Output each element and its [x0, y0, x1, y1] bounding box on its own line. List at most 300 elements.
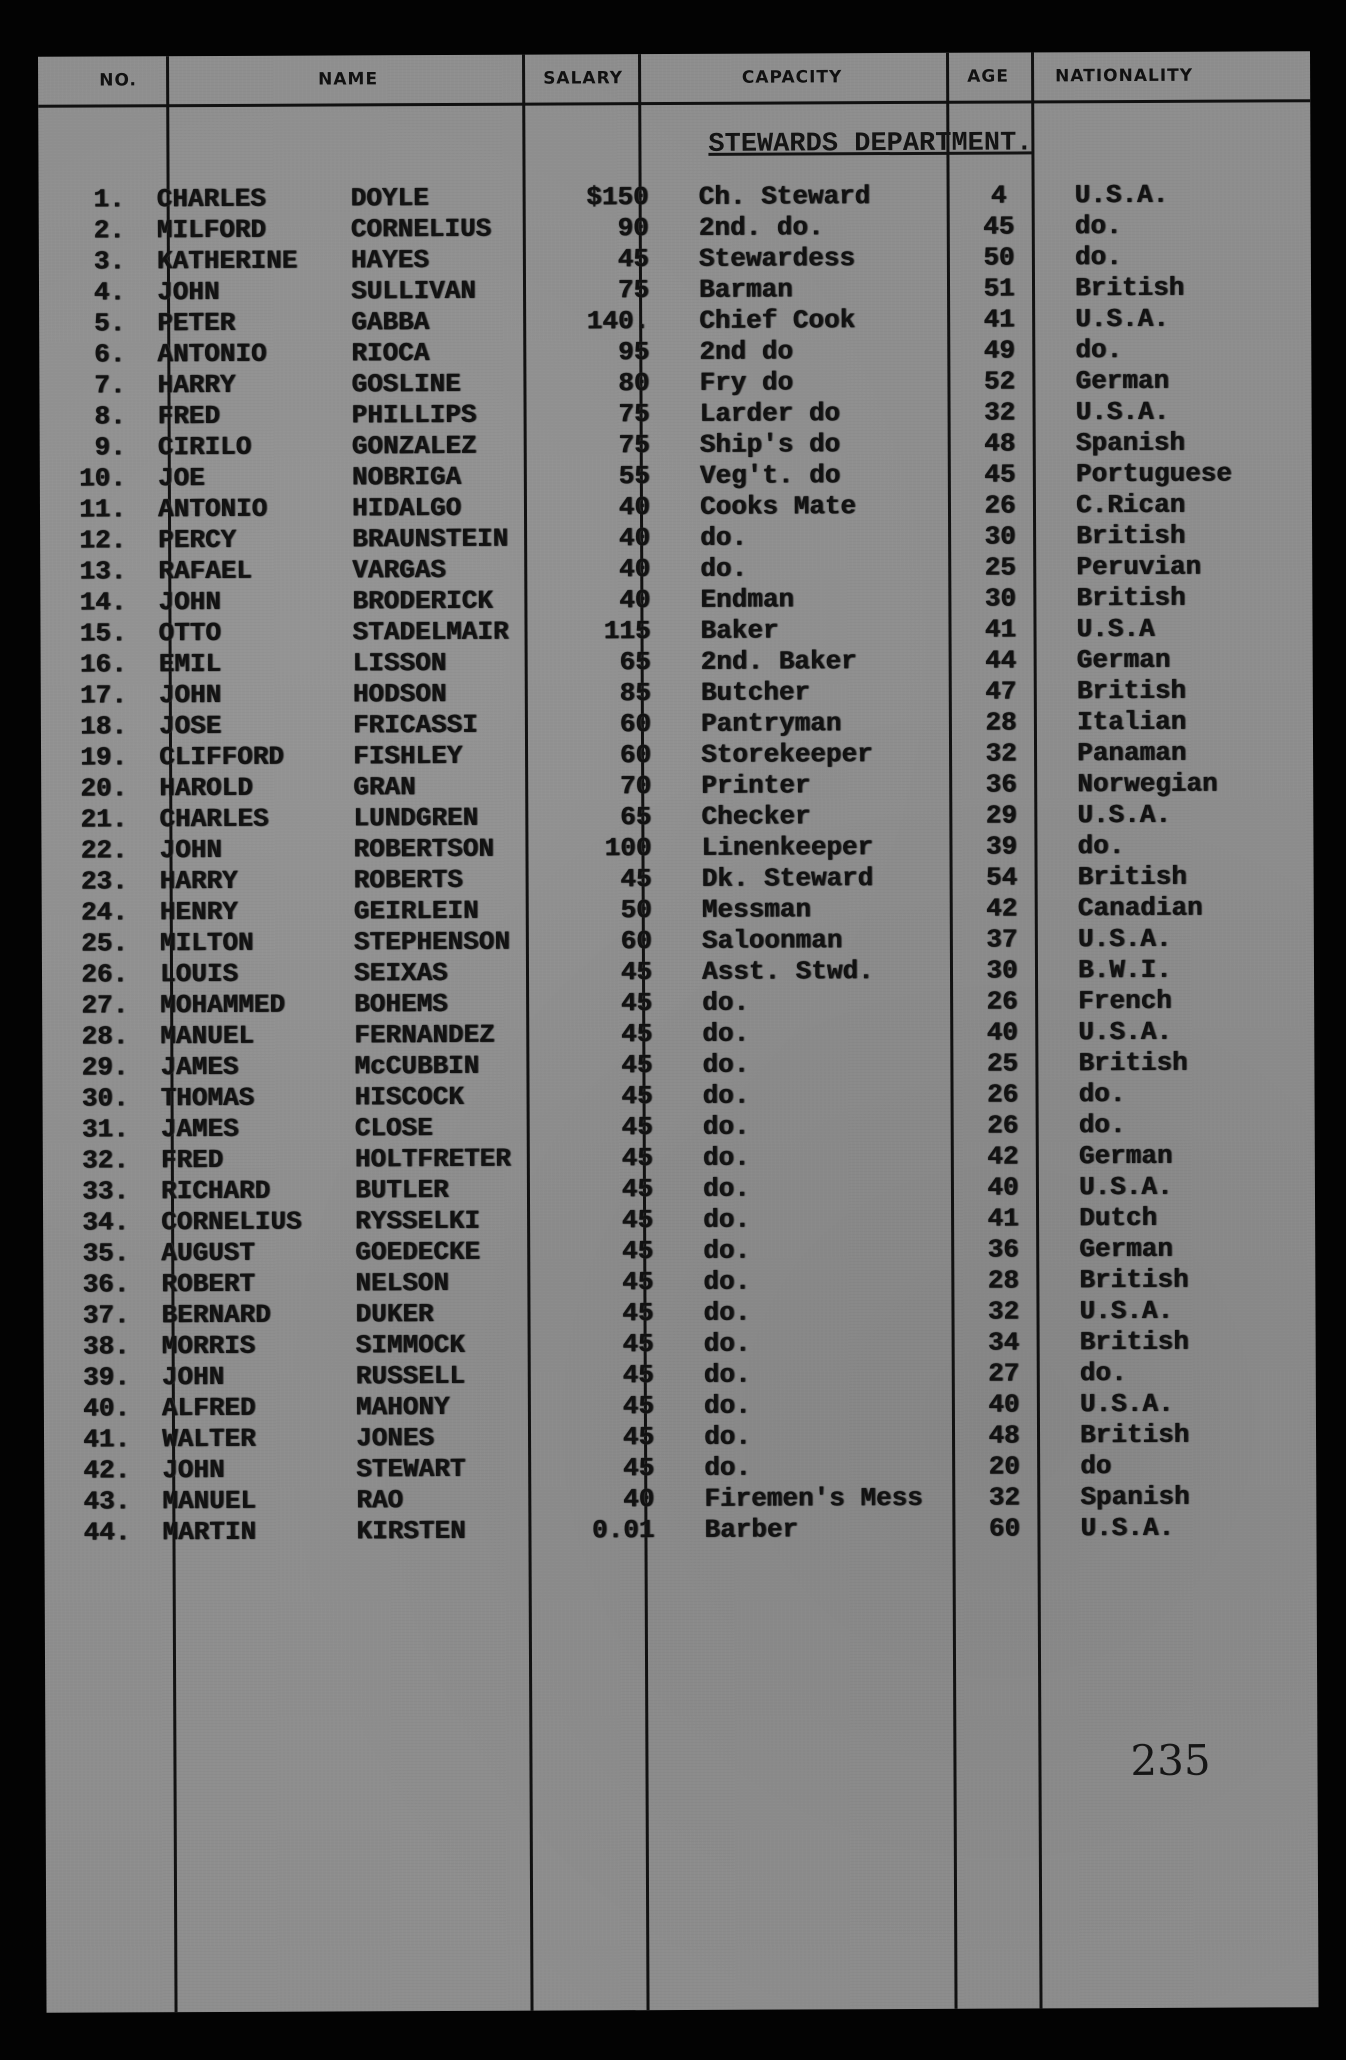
last-name: BUTLER: [354, 1174, 449, 1206]
capacity: do.: [702, 1142, 750, 1173]
age: 34: [987, 1327, 1020, 1358]
last-name: KIRSTEN: [356, 1515, 466, 1547]
row-number: 39.: [82, 1362, 130, 1393]
first-name: MOHAMMED: [160, 989, 286, 1021]
last-name: GEIRLEIN: [353, 895, 479, 927]
capacity: Saloonman: [701, 925, 843, 956]
salary: 90: [617, 213, 649, 244]
last-name: GOEDECKE: [355, 1236, 481, 1268]
capacity: Storekeeper: [700, 739, 873, 770]
first-name: PERCY: [158, 524, 237, 556]
capacity: do.: [703, 1359, 751, 1390]
row-number: 22.: [80, 835, 128, 866]
nationality: do.: [1075, 335, 1123, 366]
first-name: JOHN: [156, 276, 220, 308]
first-name: THOMAS: [160, 1082, 255, 1114]
capacity: do.: [702, 987, 750, 1018]
nationality: British: [1079, 1419, 1190, 1451]
salary: 60: [619, 740, 652, 771]
nationality: British: [1078, 1047, 1188, 1079]
last-name: STEWART: [356, 1453, 466, 1485]
header-nationality: NATIONALITY: [1055, 65, 1194, 87]
row-number: 37.: [82, 1300, 130, 1331]
age: 54: [985, 862, 1018, 893]
capacity: 2nd do: [699, 336, 793, 367]
nationality: British: [1076, 582, 1186, 614]
capacity: Asst. Stwd.: [701, 956, 874, 987]
row-number: 43.: [83, 1486, 131, 1517]
salary: 45: [621, 1143, 653, 1174]
nationality: German: [1076, 644, 1171, 676]
first-name: EMIL: [158, 648, 222, 680]
capacity: Veg't. do: [699, 460, 841, 491]
row-number: 16.: [79, 649, 127, 680]
last-name: BOHEMS: [354, 988, 448, 1020]
age: 25: [986, 1048, 1019, 1079]
first-name: JOHN: [158, 586, 221, 618]
row-number: 10.: [78, 463, 126, 494]
first-name: CHARLES: [156, 183, 266, 215]
header-name: NAME: [318, 69, 379, 90]
salary: 75: [617, 275, 650, 306]
nationality: U.S.A.: [1079, 1295, 1174, 1327]
capacity: Ch. Steward: [698, 181, 871, 212]
row-number: 27.: [81, 990, 129, 1021]
capacity: Barber: [704, 1514, 799, 1545]
last-name: SULLIVAN: [350, 275, 476, 307]
salary: 45: [622, 1360, 654, 1391]
nationality: do.: [1074, 242, 1122, 273]
salary: 45: [622, 1422, 655, 1453]
page-number: 235: [1130, 1735, 1211, 1786]
last-name: DOYLE: [350, 183, 429, 214]
capacity: do.: [703, 1328, 751, 1359]
salary: 55: [618, 461, 650, 492]
first-name: CIRILO: [157, 431, 252, 463]
first-name: RAFAEL: [158, 555, 252, 587]
last-name: McCUBBIN: [354, 1050, 480, 1082]
nationality: British: [1076, 520, 1186, 552]
salary: 50: [620, 895, 652, 926]
nationality: German: [1079, 1233, 1173, 1265]
row-number: 12.: [79, 525, 127, 556]
nationality: German: [1075, 365, 1170, 397]
salary: 45: [622, 1391, 654, 1422]
salary: 75: [618, 430, 650, 461]
capacity: Linenkeeper: [701, 832, 874, 863]
row-number: 9.: [94, 432, 126, 463]
capacity: Fry do: [699, 367, 794, 398]
department-title: STEWARDS DEPARTMENT.: [708, 128, 1033, 160]
row-number: 33.: [82, 1176, 130, 1207]
last-name: FERNANDEZ: [354, 1019, 495, 1051]
capacity: do.: [702, 1111, 750, 1142]
salary: 65: [620, 802, 652, 833]
age: 39: [985, 831, 1018, 862]
age: 26: [986, 1079, 1019, 1110]
row-number: 30.: [81, 1083, 129, 1114]
first-name: JOSE: [158, 710, 222, 742]
last-name: RYSSELKI: [355, 1205, 480, 1237]
capacity: Ship's do: [699, 429, 841, 460]
first-name: MANUEL: [160, 1020, 254, 1052]
capacity: Endman: [700, 584, 795, 615]
nationality: do.: [1074, 211, 1122, 242]
salary: 45: [621, 1205, 654, 1236]
salary: 0.01: [591, 1515, 655, 1546]
age: 28: [987, 1265, 1020, 1296]
last-name: GABBA: [351, 307, 430, 338]
age: 47: [985, 676, 1017, 707]
row-number: 4.: [93, 277, 126, 308]
nationality: Norwegian: [1077, 768, 1218, 800]
row-number: 28.: [81, 1021, 129, 1052]
last-name: SEIXAS: [353, 957, 448, 989]
nationality: do.: [1078, 1110, 1126, 1141]
nationality: U.S.A.: [1078, 1016, 1172, 1048]
first-name: JOHN: [158, 679, 222, 711]
last-name: CORNELIUS: [350, 213, 492, 245]
last-name: CLOSE: [354, 1113, 433, 1144]
salary: 45: [622, 1329, 654, 1360]
capacity: do.: [702, 1080, 750, 1111]
first-name: CLIFFORD: [158, 741, 284, 773]
last-name: NOBRIGA: [351, 461, 462, 493]
row-number: 38.: [82, 1331, 130, 1362]
salary: 85: [619, 678, 651, 709]
capacity: do.: [702, 1049, 750, 1080]
crew-row: [44, 1512, 1316, 1549]
row-number: 11.: [79, 494, 127, 525]
last-name: GRAN: [353, 772, 416, 803]
capacity: do.: [702, 1173, 750, 1204]
nationality: U.S.A.: [1075, 303, 1169, 335]
salary: $150: [586, 182, 649, 213]
salary: 45: [617, 244, 649, 275]
capacity: Pantryman: [700, 708, 842, 739]
last-name: LUNDGREN: [353, 802, 479, 834]
row-number: 29.: [81, 1052, 129, 1083]
salary: 100: [604, 833, 652, 864]
row-number: 18.: [80, 711, 127, 742]
capacity: Dk. Steward: [701, 863, 874, 894]
nationality: B.W.I.: [1077, 954, 1172, 986]
capacity: Chief Cook: [699, 305, 856, 336]
nationality: do.: [1077, 831, 1125, 862]
capacity: Butcher: [700, 677, 811, 708]
last-name: GONZALEZ: [351, 430, 477, 462]
first-name: ANTONIO: [157, 493, 268, 525]
nationality: Spanish: [1080, 1481, 1190, 1513]
first-name: PETER: [157, 307, 236, 339]
age: 32: [988, 1482, 1020, 1513]
salary: 70: [619, 771, 652, 802]
first-name: JOE: [157, 463, 205, 494]
last-name: JONES: [355, 1423, 435, 1454]
salary: 60: [619, 709, 651, 740]
first-name: OTTO: [158, 617, 222, 649]
capacity: Baker: [700, 615, 779, 646]
salary: 45: [620, 957, 653, 988]
capacity: do.: [702, 1018, 750, 1049]
age: 60: [988, 1513, 1021, 1544]
nationality: C.Rican: [1075, 489, 1186, 521]
capacity: Printer: [701, 770, 811, 801]
salary: 45: [622, 1298, 654, 1329]
row-number: 23.: [80, 866, 128, 897]
last-name: HIDALGO: [351, 492, 462, 524]
nationality: U.S.A.: [1079, 1388, 1174, 1420]
salary: 60: [620, 926, 652, 957]
salary: 40: [623, 1484, 655, 1515]
capacity: Cooks Mate: [699, 491, 857, 522]
last-name: VARGAS: [352, 555, 446, 586]
last-name: ROBERTSON: [353, 833, 494, 865]
age: 40: [988, 1389, 1020, 1420]
capacity: Firemen's Mess: [704, 1482, 923, 1514]
nationality: French: [1078, 985, 1172, 1017]
salary: 140.: [586, 306, 650, 337]
first-name: HARRY: [159, 865, 238, 897]
first-name: LOUIS: [159, 958, 239, 990]
age: 27: [988, 1358, 1020, 1389]
capacity: Larder do: [699, 398, 841, 429]
nationality: British: [1079, 1264, 1189, 1296]
row-number: 36.: [82, 1269, 130, 1300]
age: 41: [984, 614, 1017, 645]
age: 29: [985, 800, 1018, 831]
salary: 45: [622, 1453, 655, 1484]
nationality: U.S.A.: [1075, 396, 1170, 428]
nationality: do: [1080, 1451, 1112, 1482]
row-number: 2.: [93, 215, 125, 246]
row-number: 24.: [80, 897, 128, 928]
salary: 40: [618, 492, 651, 523]
salary: 45: [621, 1174, 654, 1205]
age: 41: [987, 1203, 1019, 1234]
last-name: HOLTFRETER: [354, 1143, 511, 1175]
last-name: RAO: [356, 1485, 404, 1516]
age: 48: [984, 428, 1016, 459]
nationality: British: [1079, 1326, 1189, 1358]
row-number: 8.: [94, 401, 126, 432]
row-number: 32.: [81, 1145, 129, 1176]
capacity: do.: [703, 1421, 751, 1452]
nationality: German: [1078, 1140, 1173, 1172]
last-name: HISCOCK: [354, 1081, 464, 1113]
header-capacity: CAPACITY: [741, 67, 843, 88]
salary: 45: [621, 1236, 654, 1267]
last-name: DUKER: [355, 1299, 434, 1330]
first-name: ROBERT: [161, 1268, 256, 1300]
capacity: Barman: [698, 274, 793, 305]
row-number: 20.: [80, 773, 128, 804]
row-number: 41.: [83, 1424, 131, 1455]
nationality: Spanish: [1075, 427, 1185, 459]
age: 50: [983, 242, 1015, 273]
first-name: HAROLD: [159, 772, 253, 804]
last-name: MAHONY: [355, 1391, 450, 1423]
age: 42: [987, 1141, 1019, 1172]
header-salary: SALARY: [543, 68, 624, 89]
manifest-page: [38, 51, 1319, 2013]
last-name: GOSLINE: [351, 368, 461, 400]
capacity: Stewardess: [698, 243, 855, 274]
age: 36: [985, 769, 1017, 800]
row-number: 17.: [79, 680, 127, 711]
age: 40: [986, 1017, 1018, 1048]
first-name: MANUEL: [162, 1485, 256, 1517]
nationality: U.S.A.: [1078, 1171, 1173, 1203]
nationality: British: [1077, 861, 1187, 893]
nationality: U.S.A: [1076, 613, 1155, 645]
age: 26: [987, 1110, 1019, 1141]
salary: 40: [618, 523, 651, 554]
nationality: do.: [1078, 1079, 1126, 1110]
last-name: SIMMOCK: [355, 1329, 465, 1361]
salary: 45: [620, 1019, 653, 1050]
row-number: 26.: [81, 959, 129, 990]
age: 52: [983, 366, 1016, 397]
capacity: Messman: [701, 894, 812, 925]
row-number: 15.: [79, 618, 127, 649]
row-number: 31.: [81, 1114, 129, 1145]
last-name: LISSON: [352, 647, 447, 679]
header-rule: [38, 99, 1310, 108]
header-age: AGE: [967, 66, 1010, 87]
first-name: ANTONIO: [157, 338, 267, 370]
first-name: FRED: [160, 1144, 224, 1176]
age: 48: [988, 1420, 1020, 1451]
capacity: do.: [700, 553, 748, 584]
nationality: do.: [1079, 1358, 1127, 1389]
last-name: BRODERICK: [352, 585, 493, 617]
row-number: 3.: [93, 246, 125, 277]
last-name: FISHLEY: [352, 740, 463, 772]
first-name: JOHN: [162, 1454, 225, 1486]
row-number: 14.: [79, 587, 127, 618]
last-name: HAYES: [350, 245, 429, 276]
first-name: MARTIN: [162, 1516, 257, 1548]
first-name: BERNARD: [161, 1299, 271, 1331]
row-number: 1.: [93, 184, 125, 215]
first-name: KATHERINE: [156, 245, 298, 277]
salary: 40: [618, 554, 651, 585]
capacity: do.: [704, 1452, 752, 1483]
age: 40: [987, 1172, 1019, 1203]
nationality: Dutch: [1079, 1202, 1158, 1234]
age: 36: [987, 1234, 1019, 1265]
capacity: do.: [703, 1266, 751, 1297]
age: 26: [986, 986, 1018, 1017]
age: 49: [983, 335, 1015, 366]
row-number: 6.: [94, 339, 126, 370]
header-no: NO.: [99, 70, 138, 91]
capacity: 2nd. do.: [698, 212, 824, 243]
row-number: 7.: [94, 370, 126, 401]
capacity: 2nd. Baker: [700, 646, 857, 677]
row-number: 25.: [80, 928, 128, 959]
first-name: MILFORD: [156, 214, 267, 246]
age: 30: [986, 955, 1018, 986]
first-name: HENRY: [159, 896, 238, 928]
nationality: British: [1076, 675, 1187, 707]
first-name: JAMES: [160, 1051, 239, 1083]
capacity: do.: [703, 1390, 751, 1421]
first-name: JOHN: [161, 1361, 225, 1393]
row-number: 44.: [83, 1517, 131, 1548]
row-number: 42.: [83, 1455, 131, 1486]
first-name: JAMES: [160, 1113, 239, 1145]
salary: 45: [621, 1081, 653, 1112]
salary: 65: [619, 647, 651, 678]
nationality: U.S.A.: [1080, 1512, 1175, 1544]
nationality: U.S.A.: [1077, 923, 1172, 955]
last-name: RIOCA: [351, 338, 430, 369]
salary: 80: [618, 368, 650, 399]
last-name: FRICASSI: [352, 709, 478, 741]
salary: 115: [603, 616, 651, 647]
age: 42: [986, 893, 1018, 924]
row-number: 34.: [82, 1207, 130, 1238]
first-name: HARRY: [157, 369, 236, 401]
first-name: WALTER: [161, 1423, 256, 1455]
capacity: do.: [700, 522, 747, 553]
age: 45: [984, 459, 1016, 490]
row-number: 40.: [83, 1393, 130, 1424]
last-name: STEPHENSON: [353, 926, 510, 958]
first-name: CHARLES: [159, 803, 269, 835]
salary: 45: [620, 864, 652, 895]
nationality: Portuguese: [1075, 458, 1232, 490]
capacity: do.: [703, 1235, 751, 1266]
row-number: 21.: [80, 804, 128, 835]
last-name: ROBERTS: [353, 864, 463, 896]
first-name: JOHN: [159, 834, 222, 866]
first-name: CORNELIUS: [161, 1206, 302, 1238]
first-name: AUGUST: [161, 1237, 255, 1269]
last-name: STADELMAIR: [352, 616, 509, 648]
nationality: British: [1074, 272, 1185, 304]
capacity: Checker: [701, 801, 811, 832]
last-name: BRAUNSTEIN: [352, 523, 509, 555]
last-name: HODSON: [352, 678, 447, 710]
age: 32: [987, 1296, 1020, 1327]
nationality: Canadian: [1077, 892, 1203, 924]
last-name: RUSSELL: [355, 1360, 466, 1392]
salary: 75: [618, 399, 650, 430]
first-name: ALFRED: [161, 1392, 256, 1424]
age: 41: [983, 304, 1015, 335]
first-name: MORRIS: [161, 1330, 256, 1362]
age: 28: [985, 707, 1017, 738]
row-number: 35.: [82, 1238, 130, 1269]
salary: 45: [621, 1112, 653, 1143]
age: 30: [984, 521, 1016, 552]
last-name: PHILLIPS: [351, 399, 477, 431]
age: 20: [988, 1451, 1020, 1482]
age: 25: [984, 552, 1016, 583]
capacity: do.: [703, 1204, 750, 1235]
age: 45: [983, 211, 1015, 242]
first-name: FRED: [157, 400, 221, 432]
first-name: MILTON: [159, 927, 254, 959]
age: 4: [990, 180, 1007, 211]
row-number: 13.: [79, 556, 127, 587]
salary: 45: [621, 1050, 653, 1081]
nationality: U.S.A.: [1074, 179, 1169, 211]
first-name: RICHARD: [160, 1175, 271, 1207]
